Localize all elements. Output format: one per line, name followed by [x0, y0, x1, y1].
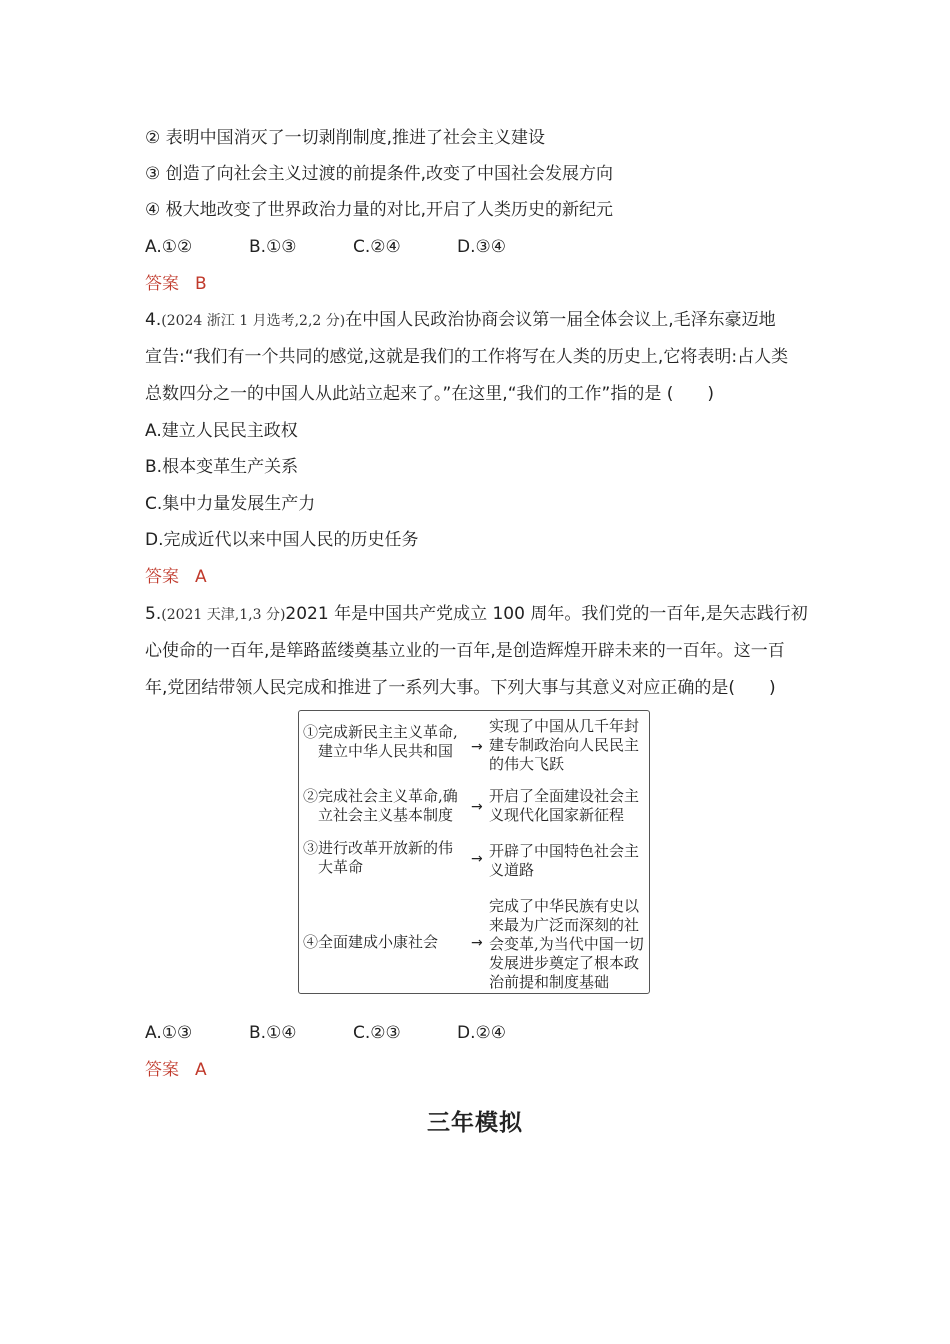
event-cell — [303, 933, 473, 952]
event-cell — [303, 839, 473, 877]
event-text-line: ③进行改革开放新的伟 — [303, 839, 454, 857]
q4-option-a: A.建立人民民主政权 — [145, 421, 298, 441]
event-text-line: ①完成新民主主义革命, — [303, 723, 458, 741]
q4-option-d: D.完成近代以来中国人民的历史任务 — [145, 530, 419, 550]
q4-text-1: 在中国人民政治协商会议第一届全体会议上,毛泽东豪迈地 — [345, 310, 776, 330]
significance-text-line: 完成了中华民族有史以 — [489, 897, 640, 915]
q5-text-1: 2021 年是中国共产党成立 100 周年。我们党的一百年,是矢志践行初 — [285, 604, 808, 624]
significance-text-line: 义现代化国家新征程 — [489, 806, 625, 824]
q4-answer-value: A — [195, 567, 207, 587]
significance-text-line: 建专制政治向人民民主 — [489, 736, 640, 754]
q5-answer-label: 答案 — [145, 1060, 179, 1080]
significance-text-line: 会变革,为当代中国一切 — [489, 935, 644, 953]
q3-answer-value: B — [195, 274, 207, 294]
events-table — [298, 710, 650, 994]
significance-cell — [489, 897, 649, 992]
q4-stem-line-3: 总数四分之一的中国人从此站立起来了。”在这里,“我们的工作”指的是 ( ) — [145, 384, 714, 404]
event-cell — [303, 723, 473, 761]
q5-options — [145, 1021, 561, 1045]
event-text-line: ②完成社会主义革命,确 — [303, 787, 458, 805]
q3-option-b: B.①③ — [249, 237, 297, 257]
event-text-line: 立社会主义基本制度 — [303, 806, 454, 824]
q5-option-c: C.②③ — [353, 1023, 401, 1043]
q3-item-3: ③ 创造了向社会主义过渡的前提条件,改变了中国社会发展方向 — [145, 164, 614, 184]
q5-answer-value: A — [195, 1060, 207, 1080]
section-title: 三年模拟 — [427, 1110, 523, 1136]
significance-text-line: 的伟大飞跃 — [489, 755, 565, 773]
q3-item-2: ② 表明中国消灭了一切剥削制度,推进了社会主义建设 — [145, 128, 546, 148]
q5-stem-line-3: 年,党团结带领人民完成和推进了一系列大事。下列大事与其意义对应正确的是( ) — [145, 678, 776, 698]
q5-stem-line-2: 心使命的一百年,是筚路蓝缕奠基立业的一百年,是创造辉煌开辟未来的一百年。这一百 — [145, 641, 785, 661]
event-cell — [303, 787, 473, 825]
event-text-line: 大革命 — [303, 858, 364, 876]
q5-source: (2021 天津,1,3 分) — [161, 607, 286, 623]
significance-text-line: 治前提和制度基础 — [489, 973, 610, 991]
significance-text-line: 发展进步奠定了根本政 — [489, 954, 640, 972]
q3-option-c: C.②④ — [353, 237, 401, 257]
q3-item-4: ④ 极大地改变了世界政治力量的对比,开启了人类历史的新纪元 — [145, 200, 614, 220]
significance-text-line: 义道路 — [489, 861, 535, 879]
q3-options — [145, 235, 561, 259]
significance-text-line: 实现了中国从几千年封 — [489, 717, 640, 735]
significance-text-line: 开启了全面建设社会主 — [489, 787, 640, 805]
arrow-icon: → — [471, 935, 483, 951]
arrow-icon: → — [471, 739, 483, 755]
event-text-line: ④全面建成小康社会 — [303, 933, 439, 951]
significance-text-line: 来最为广泛而深刻的社 — [489, 916, 640, 934]
significance-cell — [489, 717, 649, 774]
q3-answer — [145, 272, 207, 296]
q4-answer — [145, 565, 207, 589]
q3-option-d: D.③④ — [457, 237, 506, 257]
q5-option-a: A.①③ — [145, 1023, 193, 1043]
q5-number: 5. — [145, 604, 162, 624]
q5-answer — [145, 1058, 207, 1082]
arrow-icon: → — [471, 799, 483, 815]
q4-number: 4. — [145, 310, 162, 330]
q4-stem-line-1 — [145, 308, 776, 333]
q3-answer-label: 答案 — [145, 274, 179, 294]
q3-option-a: A.①② — [145, 237, 193, 257]
q4-source: (2024 浙江 1 月选考,2,2 分) — [161, 313, 346, 329]
q4-option-c: C.集中力量发展生产力 — [145, 494, 316, 514]
significance-cell — [489, 787, 649, 825]
significance-cell — [489, 842, 649, 880]
q4-stem-line-2: 宣告:“我们有一个共同的感觉,这就是我们的工作将写在人类的历史上,它将表明:占人类 — [145, 347, 789, 367]
q5-option-b: B.①④ — [249, 1023, 297, 1043]
q4-answer-label: 答案 — [145, 567, 179, 587]
q5-stem-line-1 — [145, 602, 808, 627]
significance-text-line: 开辟了中国特色社会主 — [489, 842, 640, 860]
event-text-line: 建立中华人民共和国 — [303, 742, 454, 760]
q4-option-b: B.根本变革生产关系 — [145, 457, 299, 477]
arrow-icon: → — [471, 851, 483, 867]
q5-option-d: D.②④ — [457, 1023, 506, 1043]
